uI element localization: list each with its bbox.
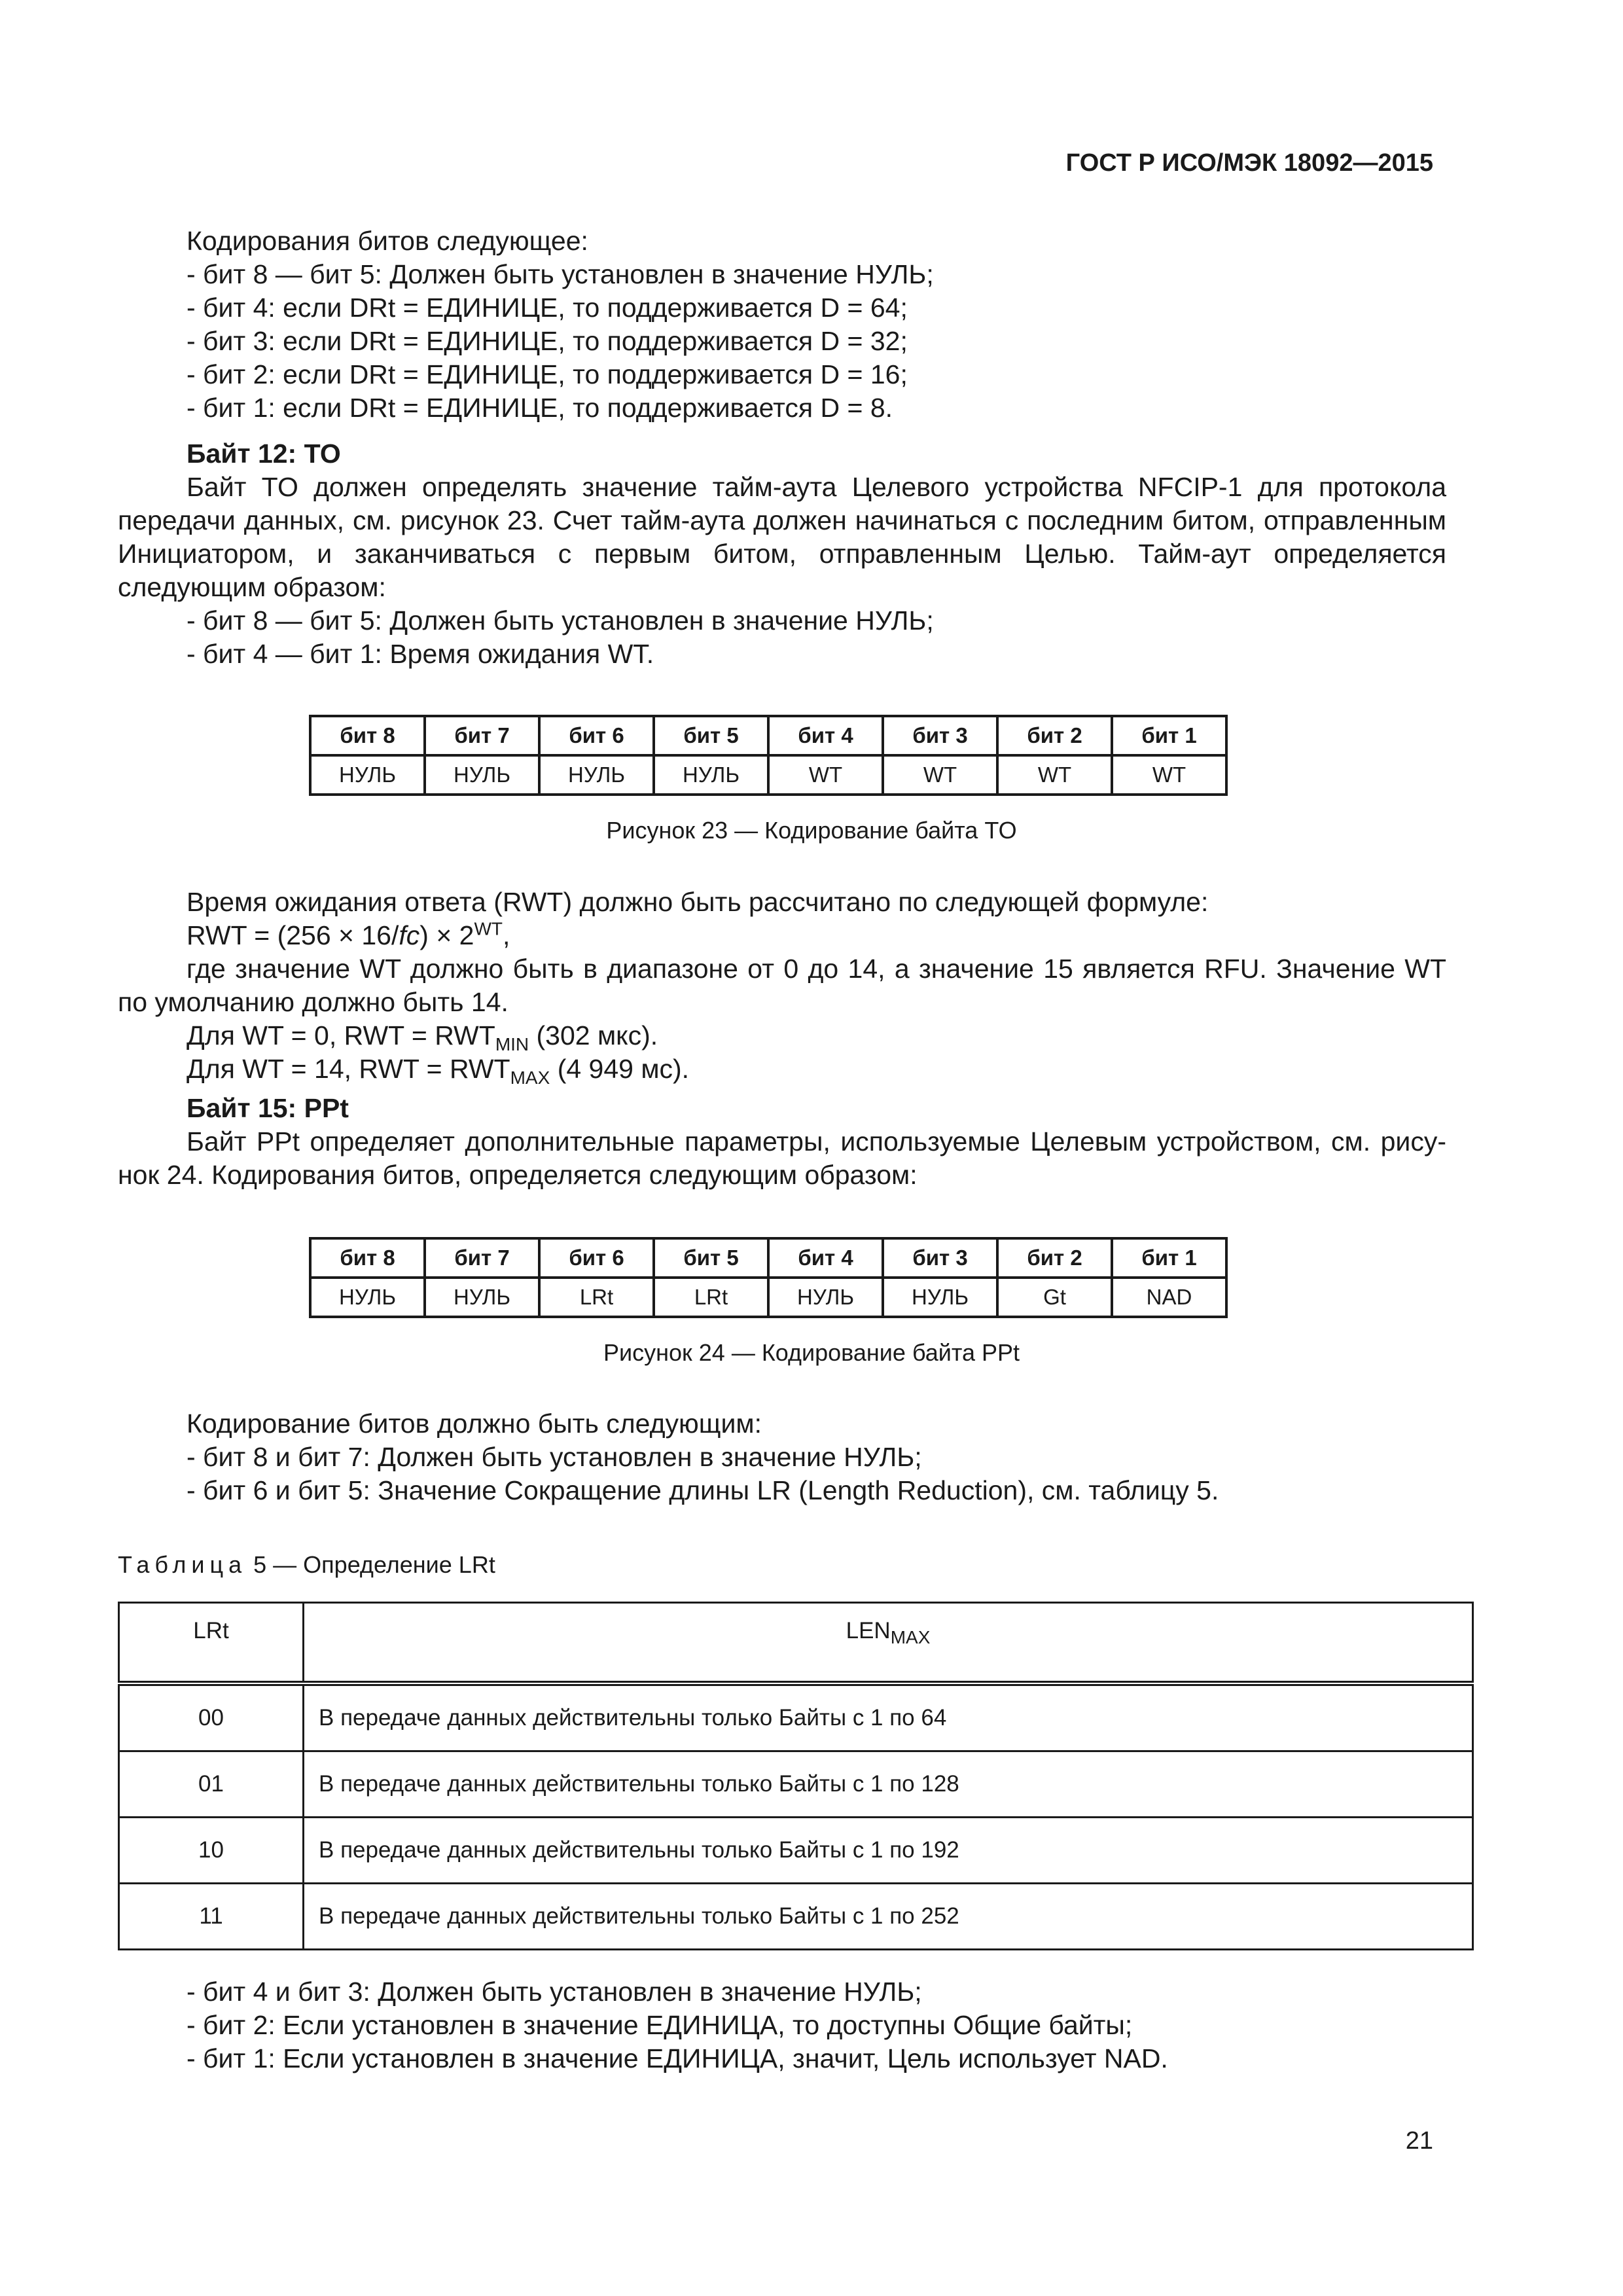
bit-header: бит 4 [768, 716, 883, 755]
section-title: Байт 15: PPt [187, 1093, 349, 1123]
table-5 [118, 1602, 1474, 1950]
list-item: - бит 1: если DRt = ЕДИНИЦЕ, то поддерживается D = 8. [187, 393, 893, 423]
block-intro: Кодирование битов должно быть следующим: [187, 1408, 762, 1439]
bit-value: НУЛЬ [425, 755, 539, 795]
table-5-label: Таблица 5 — Определение LRt [118, 1551, 495, 1578]
remaining-bits-block [118, 1975, 1446, 2075]
rwt-intro: Время ожидания ответа (RWT) должно быть рассчитано по следующей формуле: [187, 887, 1209, 917]
bit-value: Gt [997, 1278, 1112, 1317]
column-header-lenmax: $LEN_{MAX}$ [304, 1603, 1473, 1684]
rwt-formula: RWT = $(256 \times 16/fc) \times 2^{WT}$, [187, 918, 510, 950]
bit-value: WT [1112, 755, 1226, 795]
bit-value: LRt [654, 1278, 768, 1317]
bit-header: бит 7 [425, 716, 539, 755]
bit-value: НУЛЬ [310, 755, 425, 795]
bit-header: бит 6 [539, 1238, 654, 1278]
lrt-code: 01 [119, 1751, 304, 1818]
list-item: - бит 2: Если установлен в значение ЕДИНИЦА, то доступны Общие байты; [187, 2010, 1133, 2040]
bit-header: бит 3 [883, 1238, 997, 1278]
bit-header: бит 1 [1112, 716, 1226, 755]
table-row [119, 1751, 1473, 1818]
figure-24-caption: Рисунок 24 — Кодирование байта PPt [603, 1339, 1020, 1366]
section-byte-12 [118, 437, 1446, 671]
bit-value: НУЛЬ [654, 755, 768, 795]
bit-header: бит 2 [997, 716, 1112, 755]
bit-value: НУЛЬ [425, 1278, 539, 1317]
lrt-code: 00 [119, 1683, 304, 1751]
ppt-coding-block [118, 1407, 1446, 1507]
bit-header: бит 4 [768, 1238, 883, 1278]
bit-coding-block [118, 224, 1446, 425]
bit-value: НУЛЬ [883, 1278, 997, 1317]
rwt-block [118, 886, 1446, 1086]
figure-23-table [309, 715, 1228, 796]
list-item: - бит 8 — бит 5: Должен быть установлен в значение НУЛЬ; [187, 259, 934, 289]
lrt-description: В передаче данных действительны только Байты с 1 по 252 [304, 1884, 1473, 1950]
list-item: - бит 4 и бит 3: Должен быть установлен в значение НУЛЬ; [187, 1977, 922, 2007]
list-item: - бит 6 и бит 5: Значение Сокращение длины LR (Length Reduction), см. таблицу 5. [187, 1475, 1219, 1505]
document-header: ГОСТ Р ИСО/МЭК 18092—2015 [1065, 149, 1433, 177]
bit-header: бит 8 [310, 716, 425, 755]
bit-header: бит 1 [1112, 1238, 1226, 1278]
list-item: - бит 8 и бит 7: Должен быть установлен в значение НУЛЬ; [187, 1442, 922, 1472]
block-intro: Кодирования битов следующее: [187, 226, 588, 256]
column-header-lrt: LRt [119, 1603, 304, 1684]
lrt-description: В передаче данных действительны только Байты с 1 по 64 [304, 1683, 1473, 1751]
bit-value: NAD [1112, 1278, 1226, 1317]
lrt-code: 10 [119, 1818, 304, 1884]
list-item: - бит 4: если DRt = ЕДИНИЦЕ, то поддерживается D = 64; [187, 293, 908, 323]
table-row [119, 1818, 1473, 1884]
table-row [119, 1683, 1473, 1751]
figure-24-table [309, 1237, 1228, 1318]
section-paragraph: Байт TO должен определять значение тайм-аута Целевого устройства NFCIP-1 для протокола передачи данных, см. рисунок 23. Счет тайм-аута должен начинаться с последним битом, отправленным Инициатором, и заканчиваться с первым битом, отправленным Целью. Тайм-аут определяется следующим образом: [118, 472, 1446, 602]
rwt-paragraph: где значение WT должно быть в диапазоне от 0 до 14, а значение 15 является RFU. Значение WT по умолчанию должно быть 14. [118, 954, 1446, 1017]
bit-value: WT [997, 755, 1112, 795]
bit-header: бит 7 [425, 1238, 539, 1278]
bit-header: бит 5 [654, 1238, 768, 1278]
figure-23-caption: Рисунок 23 — Кодирование байта TO [606, 817, 1017, 844]
lrt-description: В передаче данных действительны только Байты с 1 по 128 [304, 1751, 1473, 1818]
rwt-max: Для WT = 14, RWT = $RWT_{MAX}$ (4 949 мс). [187, 1054, 690, 1088]
section-title: Байт 12: TO [187, 439, 341, 469]
bit-value: НУЛЬ [310, 1278, 425, 1317]
bit-header: бит 3 [883, 716, 997, 755]
list-item: - бит 3: если DRt = ЕДИНИЦЕ, то поддерживается D = 32; [187, 326, 908, 356]
bit-value: LRt [539, 1278, 654, 1317]
bit-header: бит 8 [310, 1238, 425, 1278]
list-item: - бит 8 — бит 5: Должен быть установлен в значение НУЛЬ; [187, 605, 934, 636]
bit-value: НУЛЬ [768, 1278, 883, 1317]
page-number: 21 [1405, 2127, 1433, 2155]
rwt-min: Для WT = 0, RWT = $RWT_{MIN}$ (302 мкс). [187, 1020, 658, 1055]
lrt-description: В передаче данных действительны только Байты с 1 по 192 [304, 1818, 1473, 1884]
bit-value: WT [883, 755, 997, 795]
section-paragraph: Байт PPt определяет дополнительные параметры, используемые Целевым устройством, см. рисунок 24. Кодирования битов, определяется следующим образом: [118, 1126, 1446, 1190]
list-item: - бит 2: если DRt = ЕДИНИЦЕ, то поддерживается D = 16; [187, 359, 908, 389]
list-item: - бит 1: Если установлен в значение ЕДИНИЦА, значит, Цель использует NAD. [187, 2043, 1168, 2073]
bit-header: бит 5 [654, 716, 768, 755]
list-item: - бит 4 — бит 1: Время ожидания WT. [187, 639, 654, 669]
bit-value: WT [768, 755, 883, 795]
bit-header: бит 2 [997, 1238, 1112, 1278]
bit-value: НУЛЬ [539, 755, 654, 795]
lrt-code: 11 [119, 1884, 304, 1950]
section-byte-15 [118, 1092, 1446, 1192]
table-row [119, 1884, 1473, 1950]
bit-header: бит 6 [539, 716, 654, 755]
